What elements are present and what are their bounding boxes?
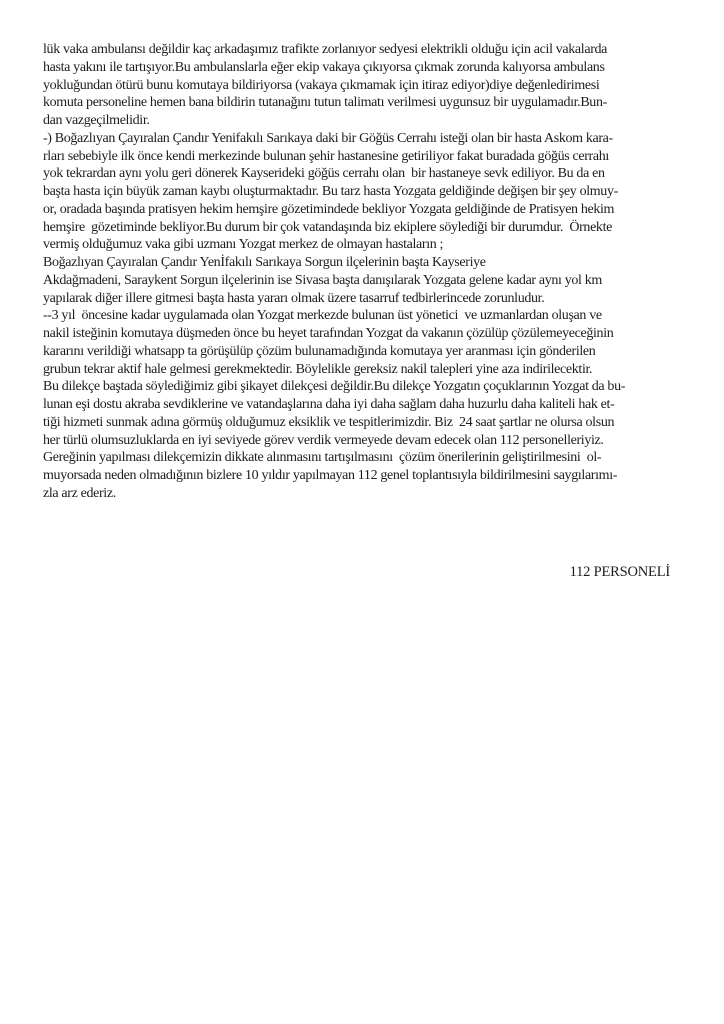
text-line: lunan eşi dostu akraba sevdiklerine ve vatandaşlarına daha iyi daha sağlam daha huzurlu daha kaliteli hak et- (43, 397, 615, 412)
text-line: Boğazlıyan Çayıralan Çandır Yenİfakılı Sarıkaya Sorgun ilçelerinin başta Kayseriye (43, 255, 486, 270)
text-line: kararını verildiği whatsapp ta görüşülüp çözüm bulunamadığında komutaya yer aranması için gönderilen (43, 343, 596, 359)
text-line: zla arz ederiz. (43, 485, 116, 501)
text-line: dan vazgeçilmelidir. (43, 113, 150, 128)
text-line: -) Boğazlıyan Çayıralan Çandır Yenifakılı Sarıkaya daki bir Göğüs Cerrahı isteği olan bir hasta Askom kara- (43, 130, 613, 146)
text-line: başta hasta için büyük zaman kaybı oluşturmaktadır. Bu tarz hasta Yozgata geldiğinde değişen bir şey olmuy- (43, 184, 618, 199)
text-line: grubun tekrar aktif hale gelmesi gerekmektedir. Böylelikle gereksiz nakil talepleri yine aza indirilecektir. (43, 361, 593, 377)
text-line: Gereğinin yapılması dilekçemizin dikkate alınmasını tartışılmasını çözüm önerilerinin geliştirilmesini ol- (43, 450, 602, 466)
text-line: hasta yakını ile tartışıyor.Bu ambulanslarla eğer ekip vakaya çıkıyorsa çıkmak zorunda kalıyorsa ambulans (43, 59, 605, 75)
text-line: yok tekrardan aynı yolu geri dönerek Kayserideki göğüs cerrahı olan bir hastaneye sevk ediliyor. Bu da en (43, 166, 605, 182)
text-line: yapılarak diğer illere gitmesi başta hasta yararı olmak üzere tasarruf tedbirlerincede zorunludur. (43, 290, 545, 306)
text-line: vermiş olduğumuz vaka gibi uzmanı Yozgat merkez de olmayan hastaların ; (43, 237, 444, 253)
text-line: her türlü olumsuzluklarda en iyi seviyede görev verdik vermeyede devam edecek olan 112 personelleriyiz. (43, 432, 604, 448)
text-line: nakil isteğinin komutaya düşmeden önce bu heyet tarafından Yozgat da vakanın çözülüp çözülemeyeceğinin (43, 326, 614, 341)
text-line: muyorsada neden olmadığının bizlere 10 yıldır yapılmayan 112 genel toplantısıyla bildirilmesini saygılarımı- (43, 468, 618, 483)
text-line: tiği hizmeti sunmak adına görmüş olduğumuz eksiklik ve tespitlerimizdir. Biz 24 saat şartlar ne olursa olsun (43, 414, 615, 430)
text-line: hemşire gözetiminde bekliyor.Bu durum bir çok vatandaşında biz ekiplere söylediği bir durumdur. Örnekte (43, 219, 612, 235)
signature-line: 112 PERSONELİ (569, 564, 670, 580)
text-line: --3 yıl öncesine kadar uygulamada olan Yozgat merkezde bulunan üst yönetici ve uzmanlardan oluşan ve (43, 308, 602, 324)
text-line: yokluğundan ötürü bunu komutaya bildiriyorsa (vakaya çıkmamak için itiraz ediyor)diye değenledirimesi (43, 77, 600, 93)
text-line: lük vaka ambulansı değildir kaç arkadaşımız trafikte zorlanıyor sedyesi elektrikli olduğu için acil vakalarda (43, 42, 608, 57)
petition-body-text (43, 41, 708, 503)
text-line: Bu dilekçe baştada söylediğimiz gibi şikayet dilekçesi değildir.Bu dilekçe Yozgatın çoçuklarının Yozgat da bu- (43, 379, 626, 395)
text-line: Akdağmadeni, Saraykent Sorgun ilçelerinin ise Sivasa başta danışılarak Yozgata gelene kadar aynı yol km (43, 272, 602, 288)
text-line: komuta personeline hemen bana bildirin tutanağını tutun talimatı verilmesi uygunsuz bir uygulamadır.Bun- (43, 95, 607, 111)
text-line: or, oradada başında pratisyen hekim hemşire gözetimindede bekliyor Yozgata geldiğinde de Pratisyen hekim (43, 201, 615, 217)
text-line: rları sebebiyle ilk önce kendi merkezinde bulunan şehir hastanesine getiriliyor fakat buradada göğüs cerrahı (43, 148, 609, 164)
